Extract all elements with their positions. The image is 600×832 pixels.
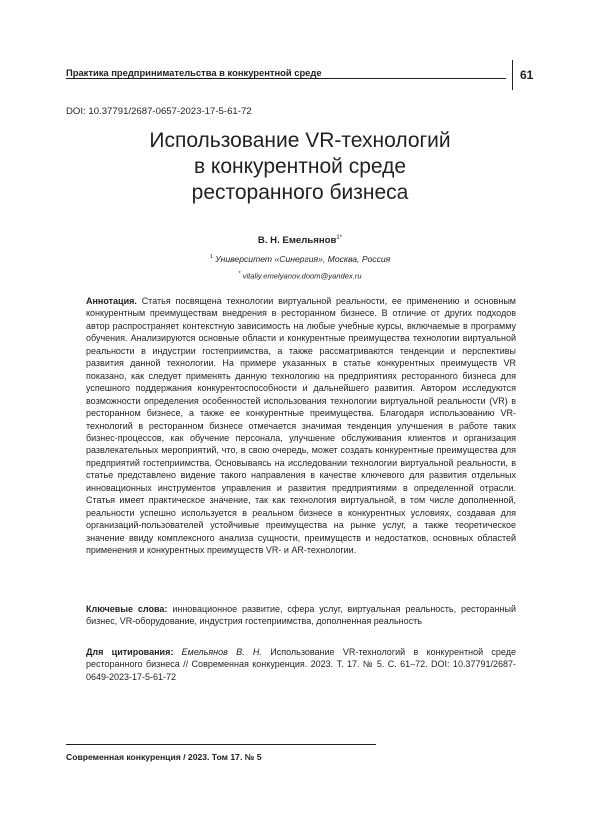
affiliation-text: Университет «Синергия», Москва, Россия — [215, 254, 391, 264]
affiliation — [0, 254, 600, 264]
title-line-3: ресторанного бизнеса — [191, 181, 409, 204]
article-title — [60, 128, 540, 206]
affiliation-superscript: 1 — [209, 254, 213, 261]
citation-label: Для цитирования: — [86, 647, 174, 657]
author-name: В. Н. Емельянов — [257, 235, 337, 247]
citation — [86, 646, 516, 683]
doi: DOI: 10.37791/2687-0657-2023-17-5-61-72 — [66, 106, 252, 117]
author-line — [0, 235, 600, 246]
running-title: Практика предпринимательства в конкурентной среде — [66, 67, 322, 78]
abstract-text: Статья посвящена технологии виртуальной реальности, ее применению и основным конкурентным преимуществам внедрения в ресторанном бизнесе. В отличие от других подходов автор распространяет контекстную зависимость на любые учебные курсы, включаемые в программу обучения. Анализируются основные области и конкурентные преимущества технологии виртуальной реальности в индустрии гостеприимства, а также рассматриваются тенденции и перспективы развития данной технологии. На примере указанных в статье конкурентных преимуществ VR показано, как следует применять данную технологию на предприятиях ресторанного бизнеса для успешного поддержания конкурентоспособности и дальнейшего развития. Автором исследуются возможности определения особенностей использования технологии виртуальной реальности (VR) в ресторанном бизнесе, а также ее конкурентные преимущества. Благодаря использованию VR-технологий в ресторанном бизнесе отмечается значимая тенденция улучшения в работе таких бизнес-процессов, как обучение персонала, улучшение обслуживания клиентов и организация развлекательных мероприятий, что, в свою очередь, может создать конкурентные преимущества для предприятий гостеприимства. Основываясь на исследовании технологии виртуальной реальности, в статье представлено видение такого направления в качестве ключевого для развития отдельных инновационных инструментов управления и развития предприятиями в определенной отрасли. Статья имеет практическое значение, так как технология виртуальной, в том числе дополненной, реальности успешно используется в реальном бизнесе в конкурентных условиях, создавая для организаций-пользователей устойчивые преимущества на рынке услуг, а также теоретическое значение ввиду комплексного анализа сущности, преимуществ и недостатков, основных областей применения и конкурентных преимуществ VR- и AR-технологии. — [86, 296, 516, 556]
keywords-text: инновационное развитие, сфера услуг, виртуальная реальность, ресторанный бизнес, VR-оборудование, индустрия гостеприимства, дополненная реальность — [86, 604, 516, 627]
keywords-label: Ключевые слова: — [86, 604, 168, 614]
email-superscript: * — [238, 271, 241, 277]
email-address: vitaliy.emelyanov.doom@yandex.ru — [242, 271, 362, 281]
citation-text: Использование VR-технологий в конкурентной среде ресторанного бизнеса // Современная конкуренция. 2023. Т. 17. № 5. С. 61–72. DOI: 10.37791/2687-0649-2023-17-5-61-72 — [86, 647, 516, 682]
keywords — [86, 603, 516, 628]
footer-divider — [66, 744, 376, 745]
author-email — [0, 271, 600, 281]
header-divider — [66, 78, 506, 79]
header-vertical-divider — [512, 60, 513, 90]
title-line-1: Использование VR-технологий — [149, 129, 451, 152]
page-number: 61 — [520, 68, 534, 82]
abstract — [86, 295, 516, 557]
citation-author: Емельянов В. Н. — [181, 647, 262, 657]
author-superscript: 1* — [336, 235, 343, 241]
abstract-label: Аннотация. — [86, 296, 137, 306]
journal-footer: Современная конкуренция / 2023. Том 17. № 5 — [66, 752, 262, 762]
title-line-2: в конкурентной среде — [193, 155, 407, 178]
